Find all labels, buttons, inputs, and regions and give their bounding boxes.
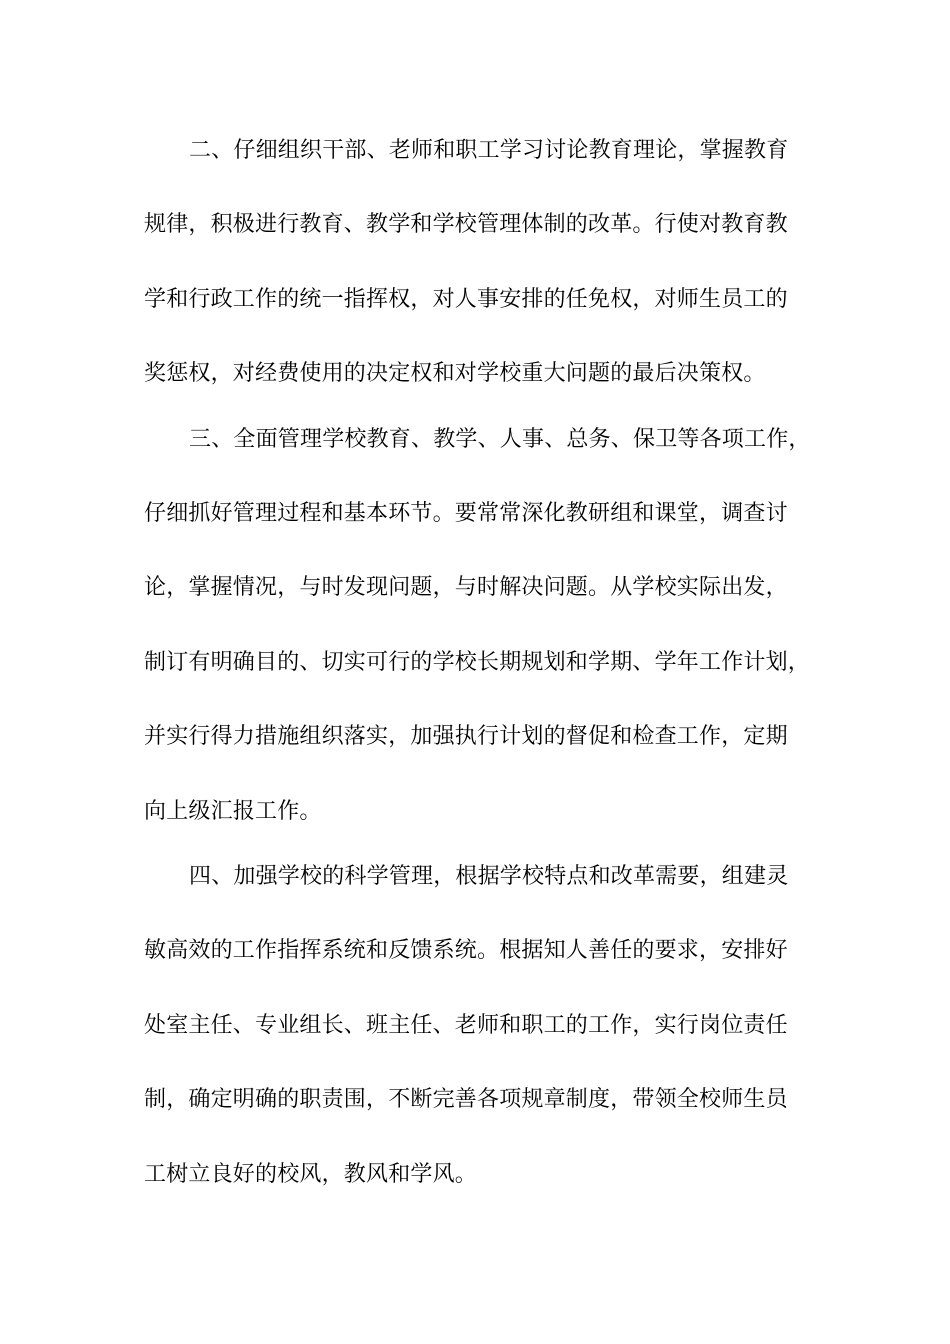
paragraph-3-line-4: 制订有明确目的、切实可行的学校长期规划和学期、学年工作计划， [144,650,811,675]
paragraph-3-line-3: 论，掌握情况，与时发现问题，与时解决问题。从学校实际出发， [144,575,788,600]
paragraph-3-line-1: 三、全面管理学校教育、教学、人事、总务、保卫等各项工作， [189,427,811,452]
paragraph-4-line-3: 处室主任、专业组长、班主任、老师和职工的工作，实行岗位责任 [144,1013,788,1038]
paragraph-2-line-1: 二、仔细组织干部、老师和职工学习讨论教育理论，掌握教育 [189,138,789,163]
paragraph-4-line-4: 制，确定明确的职责围，不断完善各项规章制度，带领全校师生员 [144,1087,788,1112]
paragraph-2-line-4: 奖惩权，对经费使用的决定权和对学校重大问题的最后决策权。 [144,361,766,386]
paragraph-3-line-5: 并实行得力措施组织落实，加强执行计划的督促和检查工作，定期 [144,724,788,749]
paragraph-2-line-3: 学和行政工作的统一指挥权，对人事安排的任免权，对师生员工的 [144,287,788,312]
paragraph-4-line-2: 敏高效的工作指挥系统和反馈系统。根据知人善任的要求，安排好 [144,938,788,963]
paragraph-4-line-5: 工树立良好的校风，教风和学风。 [144,1162,478,1187]
paragraph-3-line-6: 向上级汇报工作。 [144,799,322,824]
paragraph-2-line-2: 规律，积极进行教育、教学和学校管理体制的改革。行使对教育教 [144,212,788,237]
paragraph-3-line-2: 仔细抓好管理过程和基本环节。要常常深化教研组和课堂，调查讨 [144,501,788,526]
paragraph-4-line-1: 四、加强学校的科学管理，根据学校特点和改革需要，组建灵 [189,864,789,889]
